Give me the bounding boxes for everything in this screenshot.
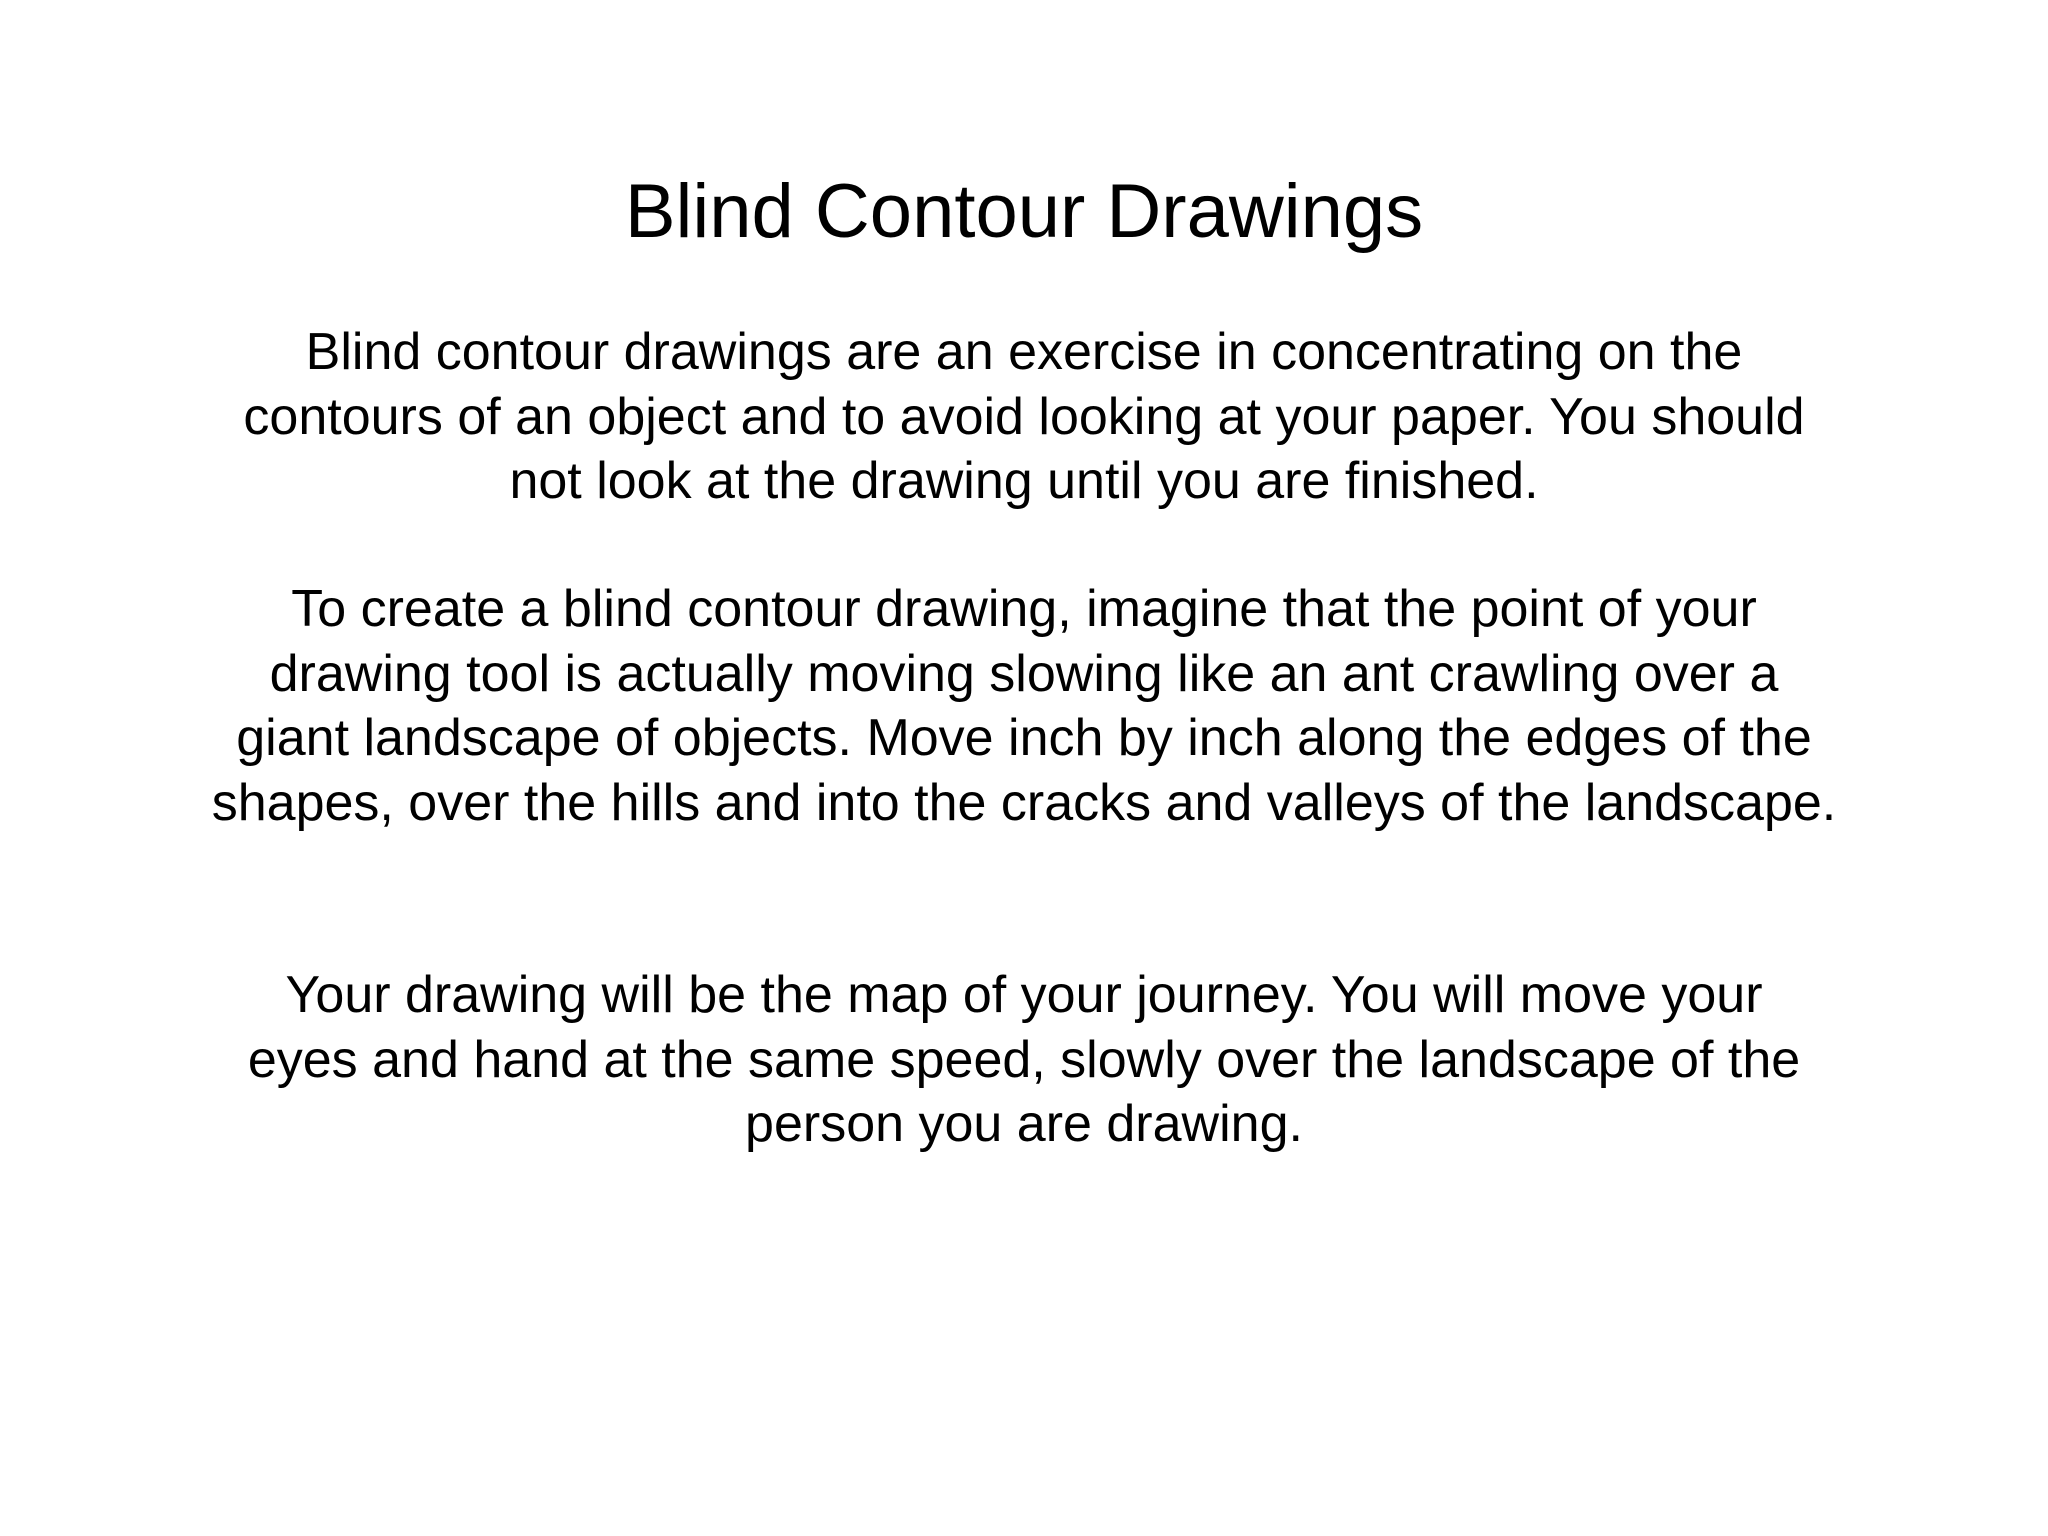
paragraph-line: To create a blind contour drawing, imagine that the point of your <box>291 580 1757 638</box>
paragraph-line: drawing tool is actually moving slowing like an ant crawling over a <box>269 644 1779 703</box>
paragraph-line: not look at the drawing until you are finished. <box>509 452 1539 510</box>
paragraph-line: Your drawing will be the map of your journey. You will move your <box>285 966 1763 1024</box>
paragraph-journey <box>0 963 2048 1157</box>
slide-title: Blind Contour Drawings <box>624 169 1424 254</box>
paragraph-intro <box>0 320 2048 514</box>
paragraph-line: shapes, over the hills and into the cracks and valleys of the landscape. <box>211 773 1837 832</box>
paragraph-instructions <box>0 577 2048 835</box>
paragraph-line: giant landscape of objects. Move inch by inch along the edges of the <box>236 709 1812 767</box>
paragraph-line: contours of an object and to avoid looking at your paper. You should <box>243 387 1805 446</box>
paragraph-line: eyes and hand at the same speed, slowly over the landscape of the <box>247 1030 1801 1089</box>
paragraph-line: person you are drawing. <box>745 1095 1303 1153</box>
paragraph-line: Blind contour drawings are an exercise in concentrating on the <box>305 323 1743 381</box>
